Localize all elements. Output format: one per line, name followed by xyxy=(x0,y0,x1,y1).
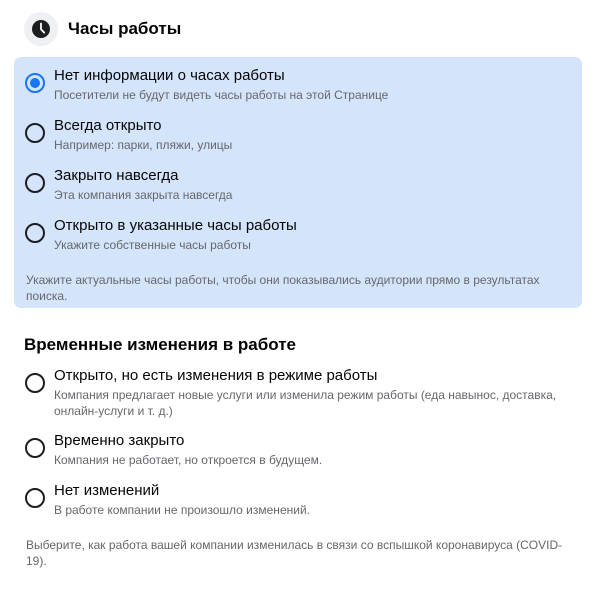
option-description: В работе компании не произошло изменений. xyxy=(54,503,310,517)
option-description: Компания не работает, но откроется в будущем. xyxy=(54,453,323,467)
option-description: Эта компания закрыта навсегда xyxy=(54,188,233,202)
option-label: Временно закрыто xyxy=(54,432,185,449)
hours-hint: Укажите актуальные часы работы, чтобы они показывались аудитории прямо в результатах поиска. xyxy=(26,273,540,303)
hours-options-panel xyxy=(14,57,582,308)
radio-specific-hours[interactable] xyxy=(25,223,45,243)
option-label: Нет изменений xyxy=(54,482,160,499)
radio-always-open[interactable] xyxy=(25,123,45,143)
temporary-changes-hint: Выберите, как работа вашей компании изменилась в связи со вспышкой коронавируса (COVID-19). xyxy=(26,538,563,568)
radio-open-with-changes[interactable] xyxy=(25,373,45,393)
radio-no-info[interactable] xyxy=(25,73,45,93)
radio-temporarily-closed[interactable] xyxy=(25,438,45,458)
hours-section-title: Часы работы xyxy=(68,19,182,38)
option-description: Компания предлагает новые услуги или изменила режим работы (еда навынос, доставка, онлайн-услуги и т. д.) xyxy=(54,388,557,418)
clock-icon xyxy=(24,12,58,46)
radio-no-changes[interactable] xyxy=(25,488,45,508)
hours-section-header xyxy=(24,12,181,46)
option-label: Закрыто навсегда xyxy=(54,167,179,184)
radio-permanently-closed[interactable] xyxy=(25,173,45,193)
option-label: Всегда открыто xyxy=(54,117,162,134)
option-label: Открыто в указанные часы работы xyxy=(54,217,297,234)
option-description: Укажите собственные часы работы xyxy=(54,238,251,252)
temporary-changes-title: Временные изменения в работе xyxy=(24,335,296,354)
option-label: Нет информации о часах работы xyxy=(54,67,285,84)
option-description: Например: парки, пляжи, улицы xyxy=(54,138,233,152)
option-label: Открыто, но есть изменения в режиме работы xyxy=(54,367,378,384)
option-description: Посетители не будут видеть часы работы на этой Странице xyxy=(54,88,389,102)
